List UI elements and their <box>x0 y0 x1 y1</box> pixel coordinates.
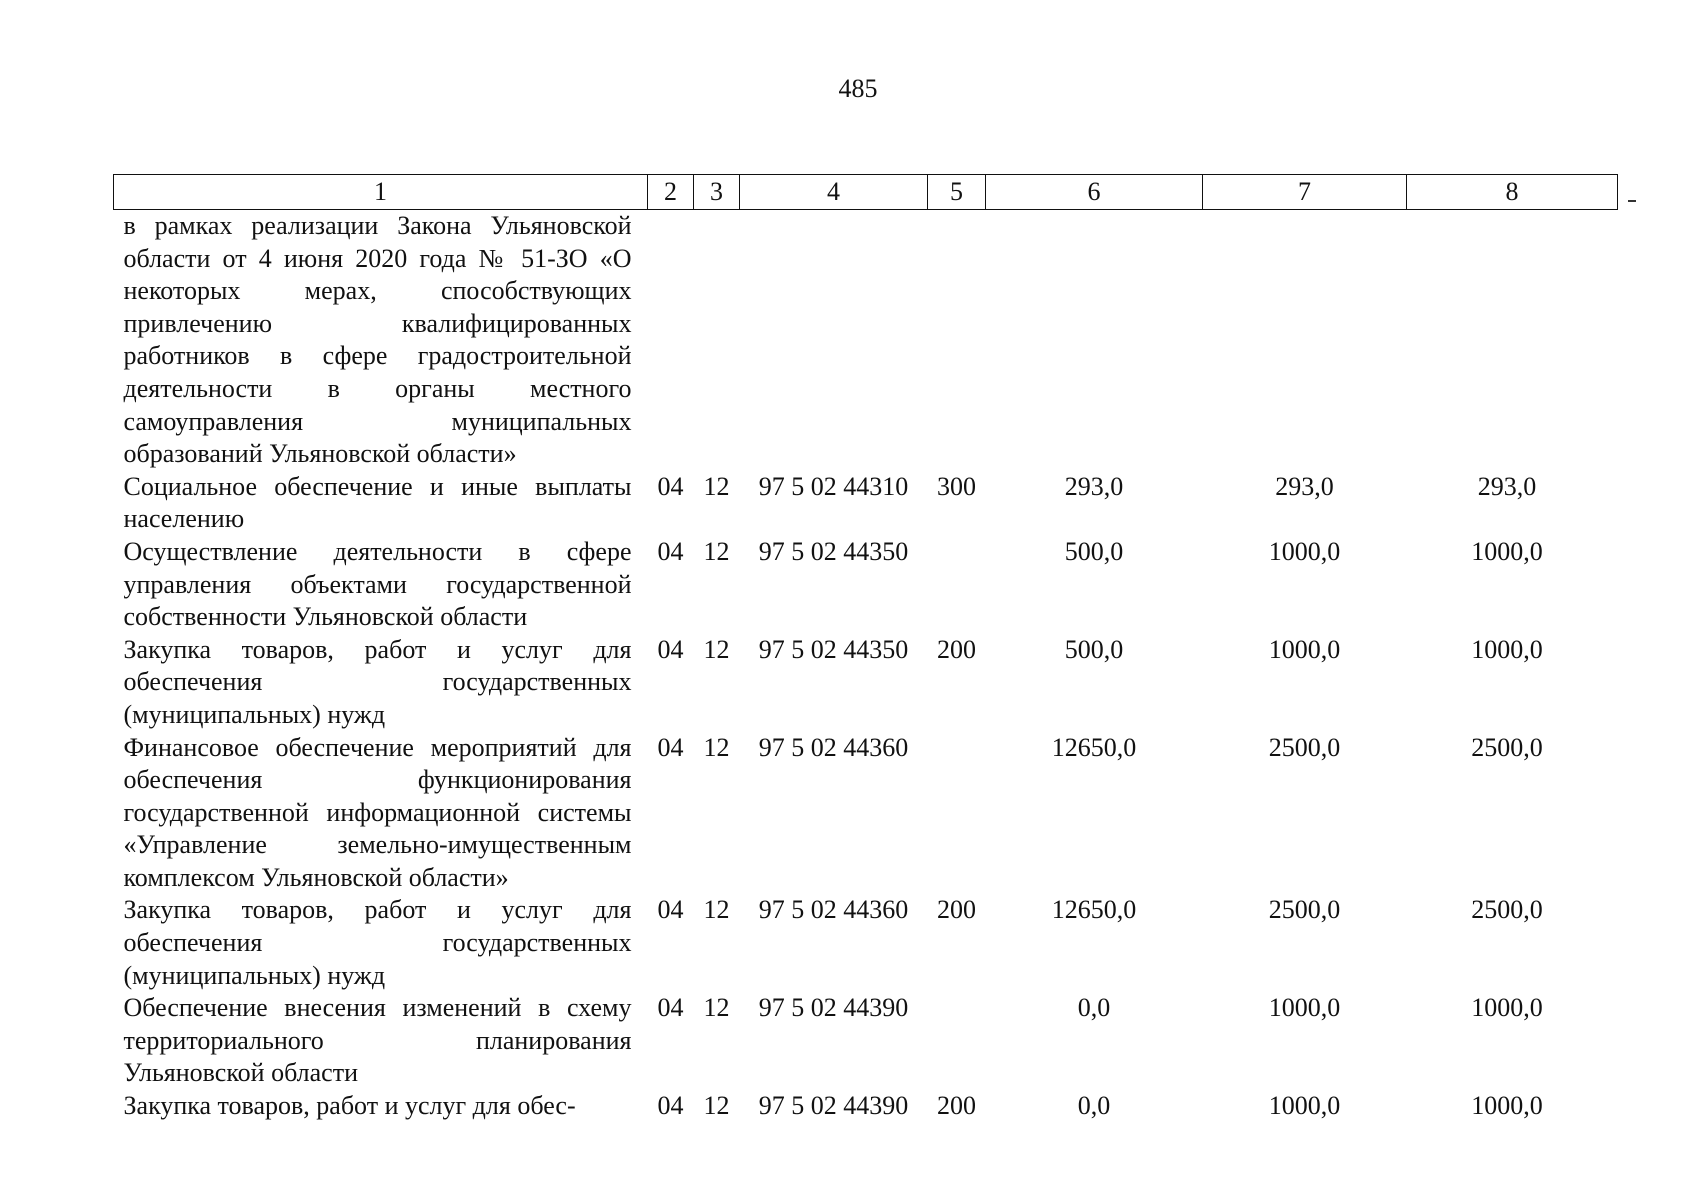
row-description: Закупка товаров, работ и услуг для обес- <box>123 1091 576 1121</box>
amount-col-6: 12650,0 <box>1051 732 1137 762</box>
amount-col-7: 2500,0 <box>1268 895 1341 925</box>
target-article-code: 97 5 02 44390 <box>758 1091 909 1121</box>
subsection-code: 12 <box>703 634 730 664</box>
column-header-6: 6 <box>986 175 1203 210</box>
table-row <box>114 1090 1618 1123</box>
amount-col-6: 12650,0 <box>1051 895 1137 925</box>
expense-type-code: 200 <box>937 895 976 925</box>
table-row <box>114 471 1618 536</box>
expense-type-code <box>928 992 986 1090</box>
target-article-code: 97 5 02 44360 <box>758 732 909 762</box>
row-description: Осуществление деятельности в сфере управления объектами государственной собственности Ульяновской области <box>123 536 632 632</box>
column-number-header-row <box>114 175 1618 210</box>
expense-type-code <box>928 732 986 895</box>
subsection-code: 12 <box>703 1091 730 1121</box>
target-article-code: 97 5 02 44350 <box>758 634 909 664</box>
section-code: 04 <box>657 536 684 566</box>
expense-type-code: 200 <box>937 1091 976 1121</box>
subsection-code: 12 <box>703 993 730 1023</box>
row-description: Закупка товаров, работ и услуг для обеспечения государственных (муниципальных) нужд <box>123 895 632 990</box>
amount-col-8: 2500,0 <box>1471 895 1543 925</box>
margin-dash <box>1628 200 1636 202</box>
amount-col-8 <box>1407 210 1618 471</box>
section-code: 04 <box>657 732 684 762</box>
expense-type-code: 300 <box>937 471 976 501</box>
column-header-5: 5 <box>928 175 986 210</box>
column-header-8: 8 <box>1407 175 1618 210</box>
section-code: 04 <box>657 895 684 925</box>
amount-col-7: 1000,0 <box>1268 536 1341 566</box>
amount-col-6: 500,0 <box>1064 536 1124 566</box>
subsection-code: 12 <box>703 471 730 501</box>
subsection-code: 12 <box>703 536 730 566</box>
subsection-code <box>694 210 740 471</box>
expense-type-code <box>928 210 986 471</box>
table-row <box>114 210 1618 471</box>
column-header-1: 1 <box>114 175 648 210</box>
row-description: Обеспечение внесения изменений в схему территориального планирования Ульяновской области <box>123 993 632 1088</box>
target-article-code: 97 5 02 44310 <box>758 471 909 501</box>
amount-col-6: 293,0 <box>1064 471 1124 501</box>
table-row <box>114 732 1618 895</box>
amount-col-7: 2500,0 <box>1268 732 1341 762</box>
amount-col-8: 1000,0 <box>1471 536 1543 566</box>
column-header-2: 2 <box>648 175 694 210</box>
amount-col-6 <box>986 210 1203 471</box>
section-code: 04 <box>657 471 684 501</box>
page-number: 485 <box>838 74 878 103</box>
column-header-4: 4 <box>740 175 928 210</box>
amount-col-8: 1000,0 <box>1471 1091 1543 1121</box>
section-code: 04 <box>657 1091 684 1121</box>
table-row <box>114 536 1618 634</box>
table-row <box>114 634 1618 732</box>
amount-col-7: 1000,0 <box>1268 1091 1341 1121</box>
amount-col-8: 1000,0 <box>1471 634 1543 664</box>
row-description: Закупка товаров, работ и услуг для обеспечения государственных (муниципальных) нужд <box>123 634 632 729</box>
amount-col-8: 293,0 <box>1477 471 1537 501</box>
subsection-code: 12 <box>703 732 730 762</box>
amount-col-6: 0,0 <box>1077 993 1111 1023</box>
amount-col-8: 1000,0 <box>1471 993 1543 1023</box>
section-code: 04 <box>657 993 684 1023</box>
target-article-code: 97 5 02 44390 <box>758 993 909 1023</box>
amount-col-7 <box>1203 210 1407 471</box>
section-code: 04 <box>657 634 684 664</box>
amount-col-8: 2500,0 <box>1471 732 1543 762</box>
target-article-code: 97 5 02 44350 <box>758 536 909 566</box>
column-header-3: 3 <box>694 175 740 210</box>
table-row <box>114 894 1618 992</box>
budget-table <box>113 174 1618 1123</box>
amount-col-6: 500,0 <box>1064 634 1124 664</box>
column-header-7: 7 <box>1203 175 1407 210</box>
amount-col-7: 1000,0 <box>1268 993 1341 1023</box>
row-description: в рамках реализации Закона Ульяновской области от 4 июня 2020 года № 51-ЗО «О некоторых мерах, способствующих привлечению квалифицированных работников в сфере градостроительной деятельности в органы местного самоуправления муниципальных образований Ульяновской области» <box>123 211 632 469</box>
target-article-code <box>740 210 928 471</box>
amount-col-7: 1000,0 <box>1268 634 1341 664</box>
section-code <box>648 210 694 471</box>
subsection-code: 12 <box>703 895 730 925</box>
expense-type-code: 200 <box>937 634 976 664</box>
row-description: Финансовое обеспечение мероприятий для обеспечения функционирования государственной информационной системы «Управление земельно-имущественным комплексом Ульяновской области» <box>123 732 632 892</box>
table-row <box>114 992 1618 1090</box>
expense-type-code <box>928 536 986 634</box>
amount-col-6: 0,0 <box>1077 1091 1111 1121</box>
target-article-code: 97 5 02 44360 <box>758 895 909 925</box>
row-description: Социальное обеспечение и иные выплаты населению <box>123 471 632 534</box>
amount-col-7: 293,0 <box>1275 471 1334 501</box>
